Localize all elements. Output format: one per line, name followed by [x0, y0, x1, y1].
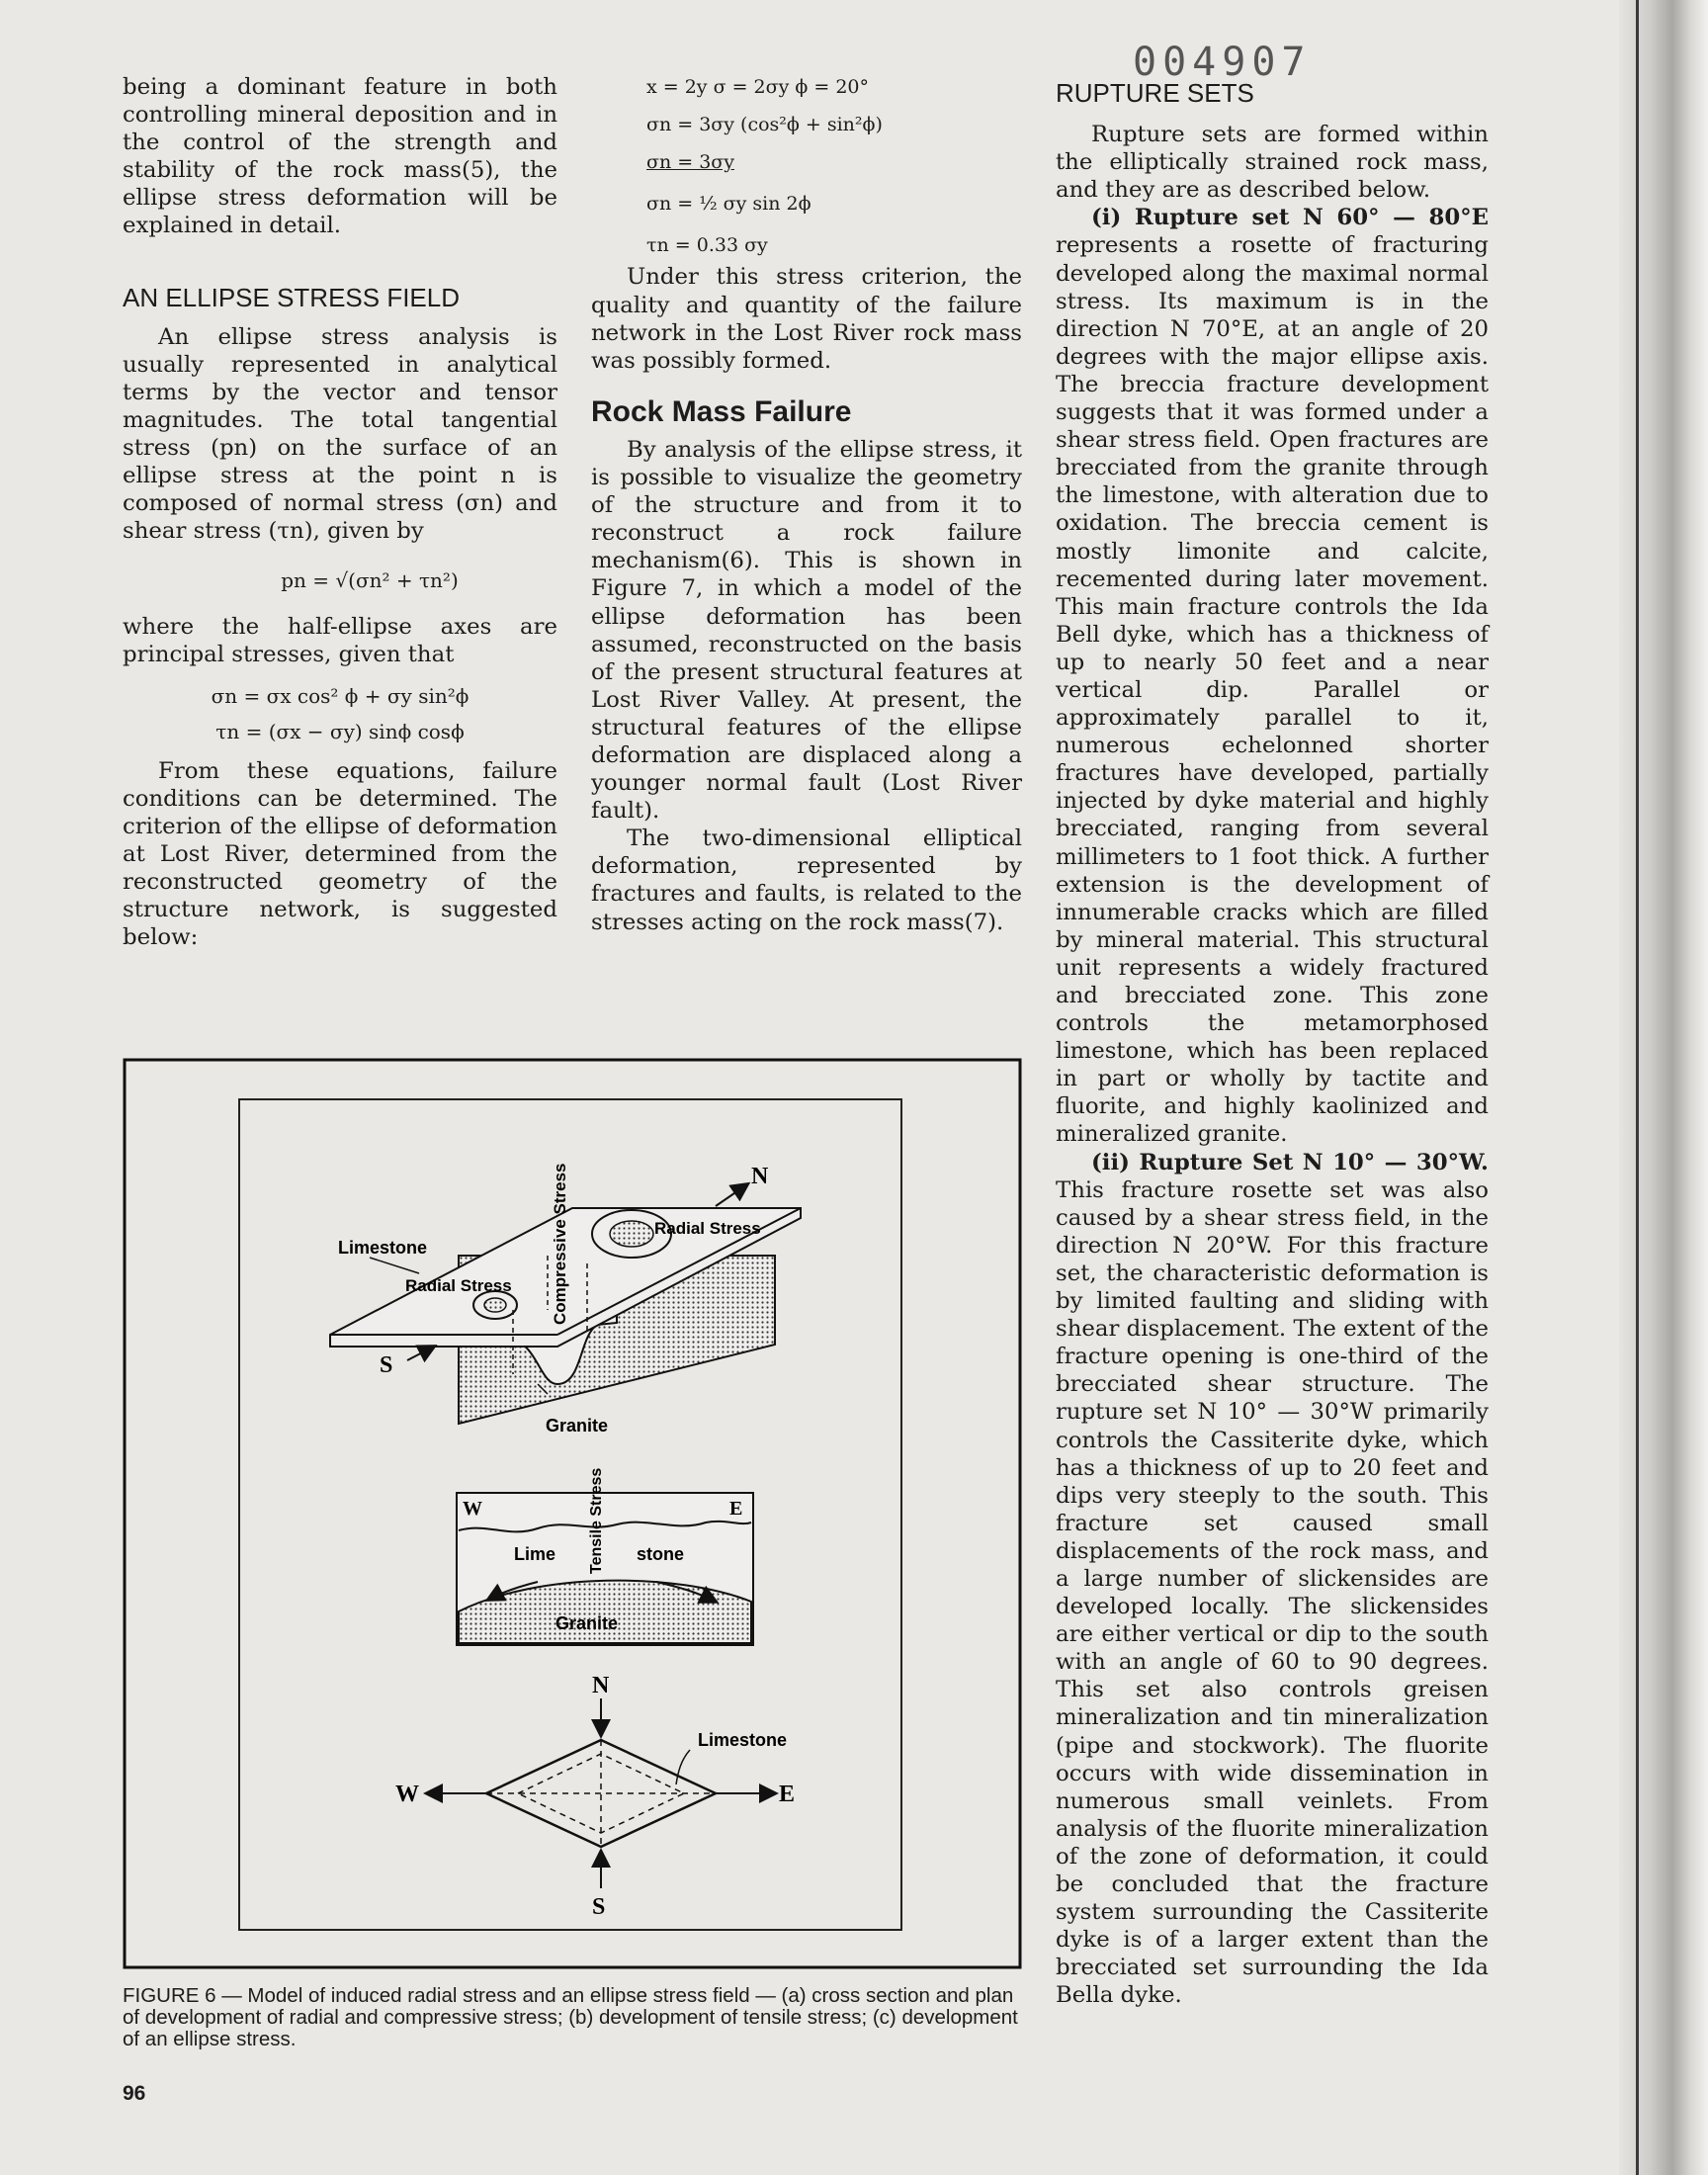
- label-a-limestone: Limestone: [338, 1238, 428, 1258]
- col2-paragraph-3: The two-dimensional elliptical deformation, represented by fractures and faults, is related to the stresses acting on the rock mass(7).: [591, 826, 1022, 935]
- rupture-set-2-title: (ii) Rupture Set N 10° — 30°W.: [1091, 1149, 1489, 1175]
- label-b-west: W: [463, 1498, 482, 1520]
- col3-paragraph-3: [1056, 1149, 1489, 2010]
- label-b-lime: Lime: [514, 1544, 556, 1564]
- label-a-compressive-stress: Compressive Stress: [551, 1163, 569, 1325]
- label-c-north: N: [592, 1673, 610, 1698]
- equation-sigma-n-full: σn = 3σy (cos²ϕ + sin²ϕ): [646, 114, 883, 136]
- col1-paragraph-1: being a dominant feature in both controlling mineral deposition and in the control of the strength and stability of the rock mass(5), the ellipse stress deformation will be explained in detail.: [123, 74, 557, 239]
- page-edge-line: [1636, 0, 1639, 2175]
- scanned-page-edge: [1619, 0, 1708, 2175]
- label-c-east: E: [779, 1782, 796, 1807]
- col2-paragraph-2: By analysis of the ellipse stress, it is possible to visualize the geometry of the structure and from it to reconstruct a rock failure mechanism(6). This is shown in Figure 7, in which a model of the ellipse deformation has been assumed, reconstructed on the basis of the present structural features at Lost River Valley. At present, the structural features of the ellipse deformation are displaced along a younger normal fault (Lost River fault).: [591, 436, 1022, 825]
- section-heading-rock-mass-failure: Rock Mass Failure: [591, 394, 852, 428]
- equation-sigma-n: σn = σx cos² ϕ + σy sin²ϕ: [211, 683, 470, 708]
- label-a-granite: Granite: [546, 1416, 609, 1436]
- diagram-c-plan: [427, 1698, 775, 1888]
- page-number: 96: [123, 2082, 146, 2105]
- column-1: [123, 73, 557, 952]
- document-stamp-number: 004907: [1133, 40, 1312, 85]
- col3-paragraph-2: [1056, 204, 1489, 1148]
- label-a-radial-stress-2: Radial Stress: [405, 1276, 512, 1295]
- label-c-limestone: Limestone: [698, 1730, 788, 1750]
- column-3: [1056, 79, 1489, 2009]
- equation-tau-n: τn = (σx − σy) sinϕ cosϕ: [215, 719, 465, 743]
- col1-paragraph-3: where the half-ellipse axes are principal stresses, given that: [123, 613, 557, 667]
- label-c-south: S: [592, 1894, 606, 1920]
- equation-sigma-n-half: σn = ½ σy sin 2ϕ: [646, 193, 811, 216]
- section-heading-rupture-sets: RUPTURE SETS: [1056, 78, 1254, 108]
- label-a-south: S: [380, 1352, 393, 1378]
- equation-pn: pn = √(σn² + τn²): [281, 568, 459, 593]
- label-b-granite: Granite: [555, 1613, 619, 1633]
- label-a-north: N: [751, 1164, 769, 1189]
- label-a-radial-stress-1: Radial Stress: [654, 1219, 761, 1238]
- rupture-set-2-text: This fracture rosette set was also caused by a shear stress field, in the direction N 20°W. For this fracture set, the characteristic deformation is by limited faulting and sliding with shear displacement. The extent of the fracture opening is one-third of the brecciated shear structure. The rupture set N 10° — 30°W primarily controls the Cassiterite dyke, which has a thickness of up to 20 feet and dips very steeply to the south. This fracture set caused small displacements of the rock mass, and a large number of slickensides are developed locally. The slickensides are either vertical or dip to the south with an angle of 60 to 90 degrees. This set also controls greisen mineralization and tin mineralization (pipe and stockwork). The fluorite occurs with wide dissemination in numerous small veinlets. From analysis of the fluorite mineralization of the zone of deformation, it could be concluded that the fracture system surrounding the Cassiterite dyke is of a larger extent than the brecciated set surrounding the Ida Bella dyke.: [1056, 1176, 1489, 2009]
- label-b-tensile-stress: Tensile Stress: [588, 1467, 605, 1574]
- rupture-set-1-text: represents a rosette of fracturing developed along the maximal normal stress. Its maximum is in the direction N 70°E, at an angle of 20 degrees with the major ellipse axis. The breccia fracture development suggests that it was formed under a shear stress field. Open fractures are brecciated from the granite through the limestone, with alteration due to oxidation. The breccia cement is mostly limonite and calcite, recemented during later movement. This main fracture controls the Ida Bell dyke, which has a thickness of up to nearly 50 feet and a near vertical dip. Parallel or approximately parallel to it, numerous echelonned shorter fractures have developed, partially injected by dyke material and highly brecciated, ranging from several millimeters to 1 foot thick. A further extension is the development of innumerable cracks which are filled by mineral material. This structural unit represents a widely fractured and brecciated zone. This zone controls the metamorphosed limestone, which has been replaced in part or wholly by tactite and fluorite, and highly kaolinized and mineralized granite.: [1056, 232, 1489, 1148]
- label-b-east: E: [729, 1498, 743, 1520]
- col1-paragraph-4: From these equations, failure conditions can be determined. The criterion of the ellipse of deformation at Lost River, determined from the reconstructed geometry of the structure network, is suggested below:: [123, 757, 557, 951]
- label-b-stone: stone: [637, 1544, 685, 1564]
- col3-paragraph-1: Rupture sets are formed within the elliptically strained rock mass, and they are as described below.: [1056, 122, 1489, 204]
- figure-6: [123, 1058, 1022, 1969]
- column-2: [591, 73, 1022, 936]
- label-c-west: W: [395, 1782, 419, 1807]
- col1-paragraph-2: An ellipse stress analysis is usually represented in analytical terms by the vector and tensor magnitudes. The total tangential stress (pn) on the surface of an ellipse stress at the point n is composed of normal stress (σn) and shear stress (τn), given by: [123, 323, 557, 545]
- equation-criteria: x = 2y σ = 2σy ϕ = 20°: [646, 76, 870, 98]
- figure-caption: FIGURE 6 — Model of induced radial stress and an ellipse stress field — (a) cross section and plan of development of radial and compressive stress; (b) development of tensile stress; (c) development of an ellipse stress.: [123, 1984, 1018, 2050]
- equation-tau-n-value: τn = 0.33 σy: [646, 234, 768, 257]
- section-heading-ellipse: AN ELLIPSE STRESS FIELD: [123, 282, 461, 312]
- col2-paragraph-1: Under this stress criterion, the quality and quantity of the failure network in the Lost River rock mass was possibly formed.: [591, 264, 1022, 374]
- rupture-set-1-title: (i) Rupture set N 60° — 80°E: [1091, 205, 1489, 231]
- equation-sigma-n-short: σn = 3σy: [646, 151, 734, 174]
